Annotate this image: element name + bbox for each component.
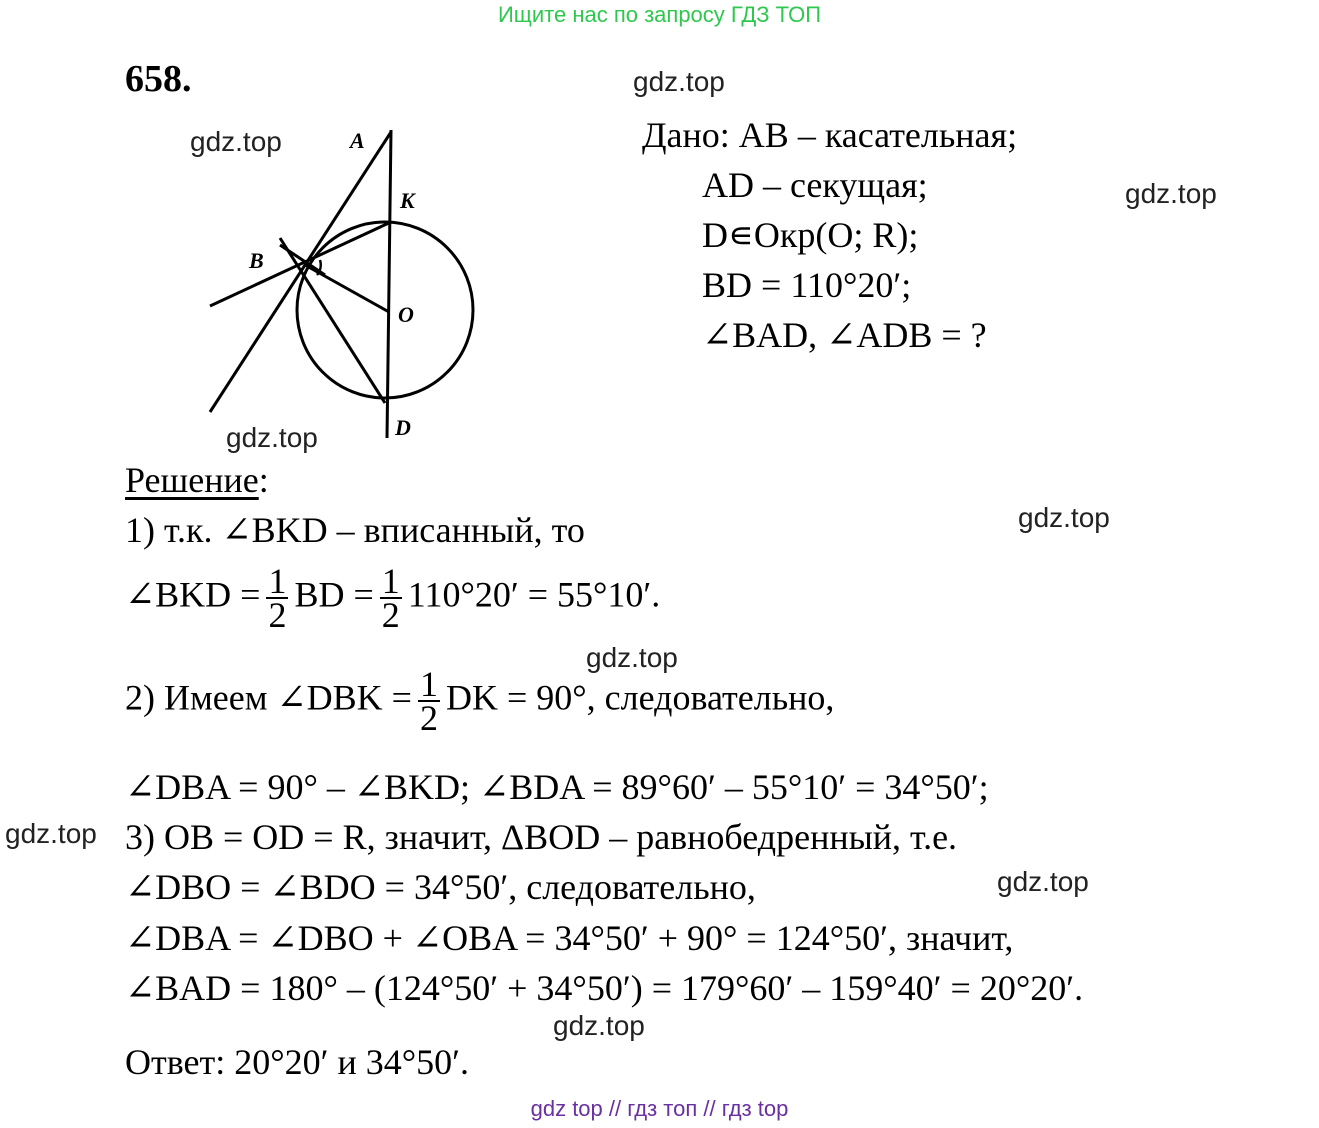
step3-line2: ∠DBO = ∠BDO = 34°50′, следовательно, <box>125 867 756 907</box>
step1-eq-end: 110°20′ = 55°10′. <box>407 574 661 615</box>
step1-equation <box>125 561 661 635</box>
watermark: gdz.top <box>586 642 678 673</box>
label-o: O <box>398 302 414 327</box>
answer-line: Ответ: 20°20′ и 34°50′. <box>125 1042 470 1082</box>
secant-ad <box>387 130 391 438</box>
watermark: gdz.top <box>226 422 318 453</box>
watermark: gdz.top <box>633 66 725 97</box>
step2-line1 <box>125 664 835 738</box>
chord-bd <box>280 238 385 403</box>
step2-start: 2) Имеем ∠DBK = <box>125 677 412 718</box>
given-line-5: ∠BAD, ∠ADB = ? <box>702 315 987 355</box>
step1-line1: 1) т.к. ∠BKD – вписанный, то <box>125 510 585 550</box>
watermark: gdz.top <box>553 1010 645 1041</box>
label-d: D <box>395 415 411 440</box>
solution-heading <box>125 460 269 500</box>
label-k: K <box>400 188 415 213</box>
problem-number: 658. <box>125 58 192 100</box>
chord-bk <box>210 222 391 306</box>
watermark: gdz.top <box>5 818 97 849</box>
step1-eq-start: ∠BKD = <box>125 574 261 615</box>
step2-end: DK = 90°, следовательно, <box>445 677 835 718</box>
given-line-2: AD – секущая; <box>702 165 928 205</box>
given-line-4: BD = 110°20′; <box>702 265 912 305</box>
watermark: gdz.top <box>190 126 282 157</box>
solution-heading-text: Решение <box>125 460 259 500</box>
footer-links[interactable]: gdz top // гдз топ // гдз top <box>530 1096 789 1121</box>
fraction-half: $\frac{1}{2}$ <box>268 561 287 635</box>
step3-line3: ∠DBA = ∠DBO + ∠OBA = 34°50′ + 90° = 124°50′, значит, <box>125 918 1014 958</box>
step3-line4: ∠BAD = 180° – (124°50′ + 34°50′) = 179°60′ – 159°40′ = 20°20′. <box>125 968 1084 1008</box>
top-banner: Ищите нас по запросу ГДЗ ТОП <box>497 2 822 27</box>
fraction-half: $\frac{1}{2}$ <box>419 664 438 738</box>
step2-line2: ∠DBA = 90° – ∠BKD; ∠BDA = 89°60′ – 55°10′ = 34°50′; <box>125 767 989 807</box>
label-b: B <box>249 248 264 273</box>
watermark: gdz.top <box>1018 502 1110 533</box>
solution-heading-colon: : <box>258 460 269 500</box>
label-a: A <box>350 128 365 153</box>
step3-line1: 3) OB = OD = R, значит, ΔBOD – равнобедренный, т.е. <box>125 817 958 857</box>
fraction-half: $\frac{1}{2}$ <box>381 561 400 635</box>
given-line-1: Дано: AB – касательная; <box>642 115 1018 155</box>
step1-eq-mid: BD = <box>294 574 374 615</box>
watermark: gdz.top <box>1125 178 1217 209</box>
given-line-3: D∊Окр(O; R); <box>702 215 919 255</box>
watermark: gdz.top <box>997 866 1089 897</box>
geometry-figure <box>195 120 495 445</box>
